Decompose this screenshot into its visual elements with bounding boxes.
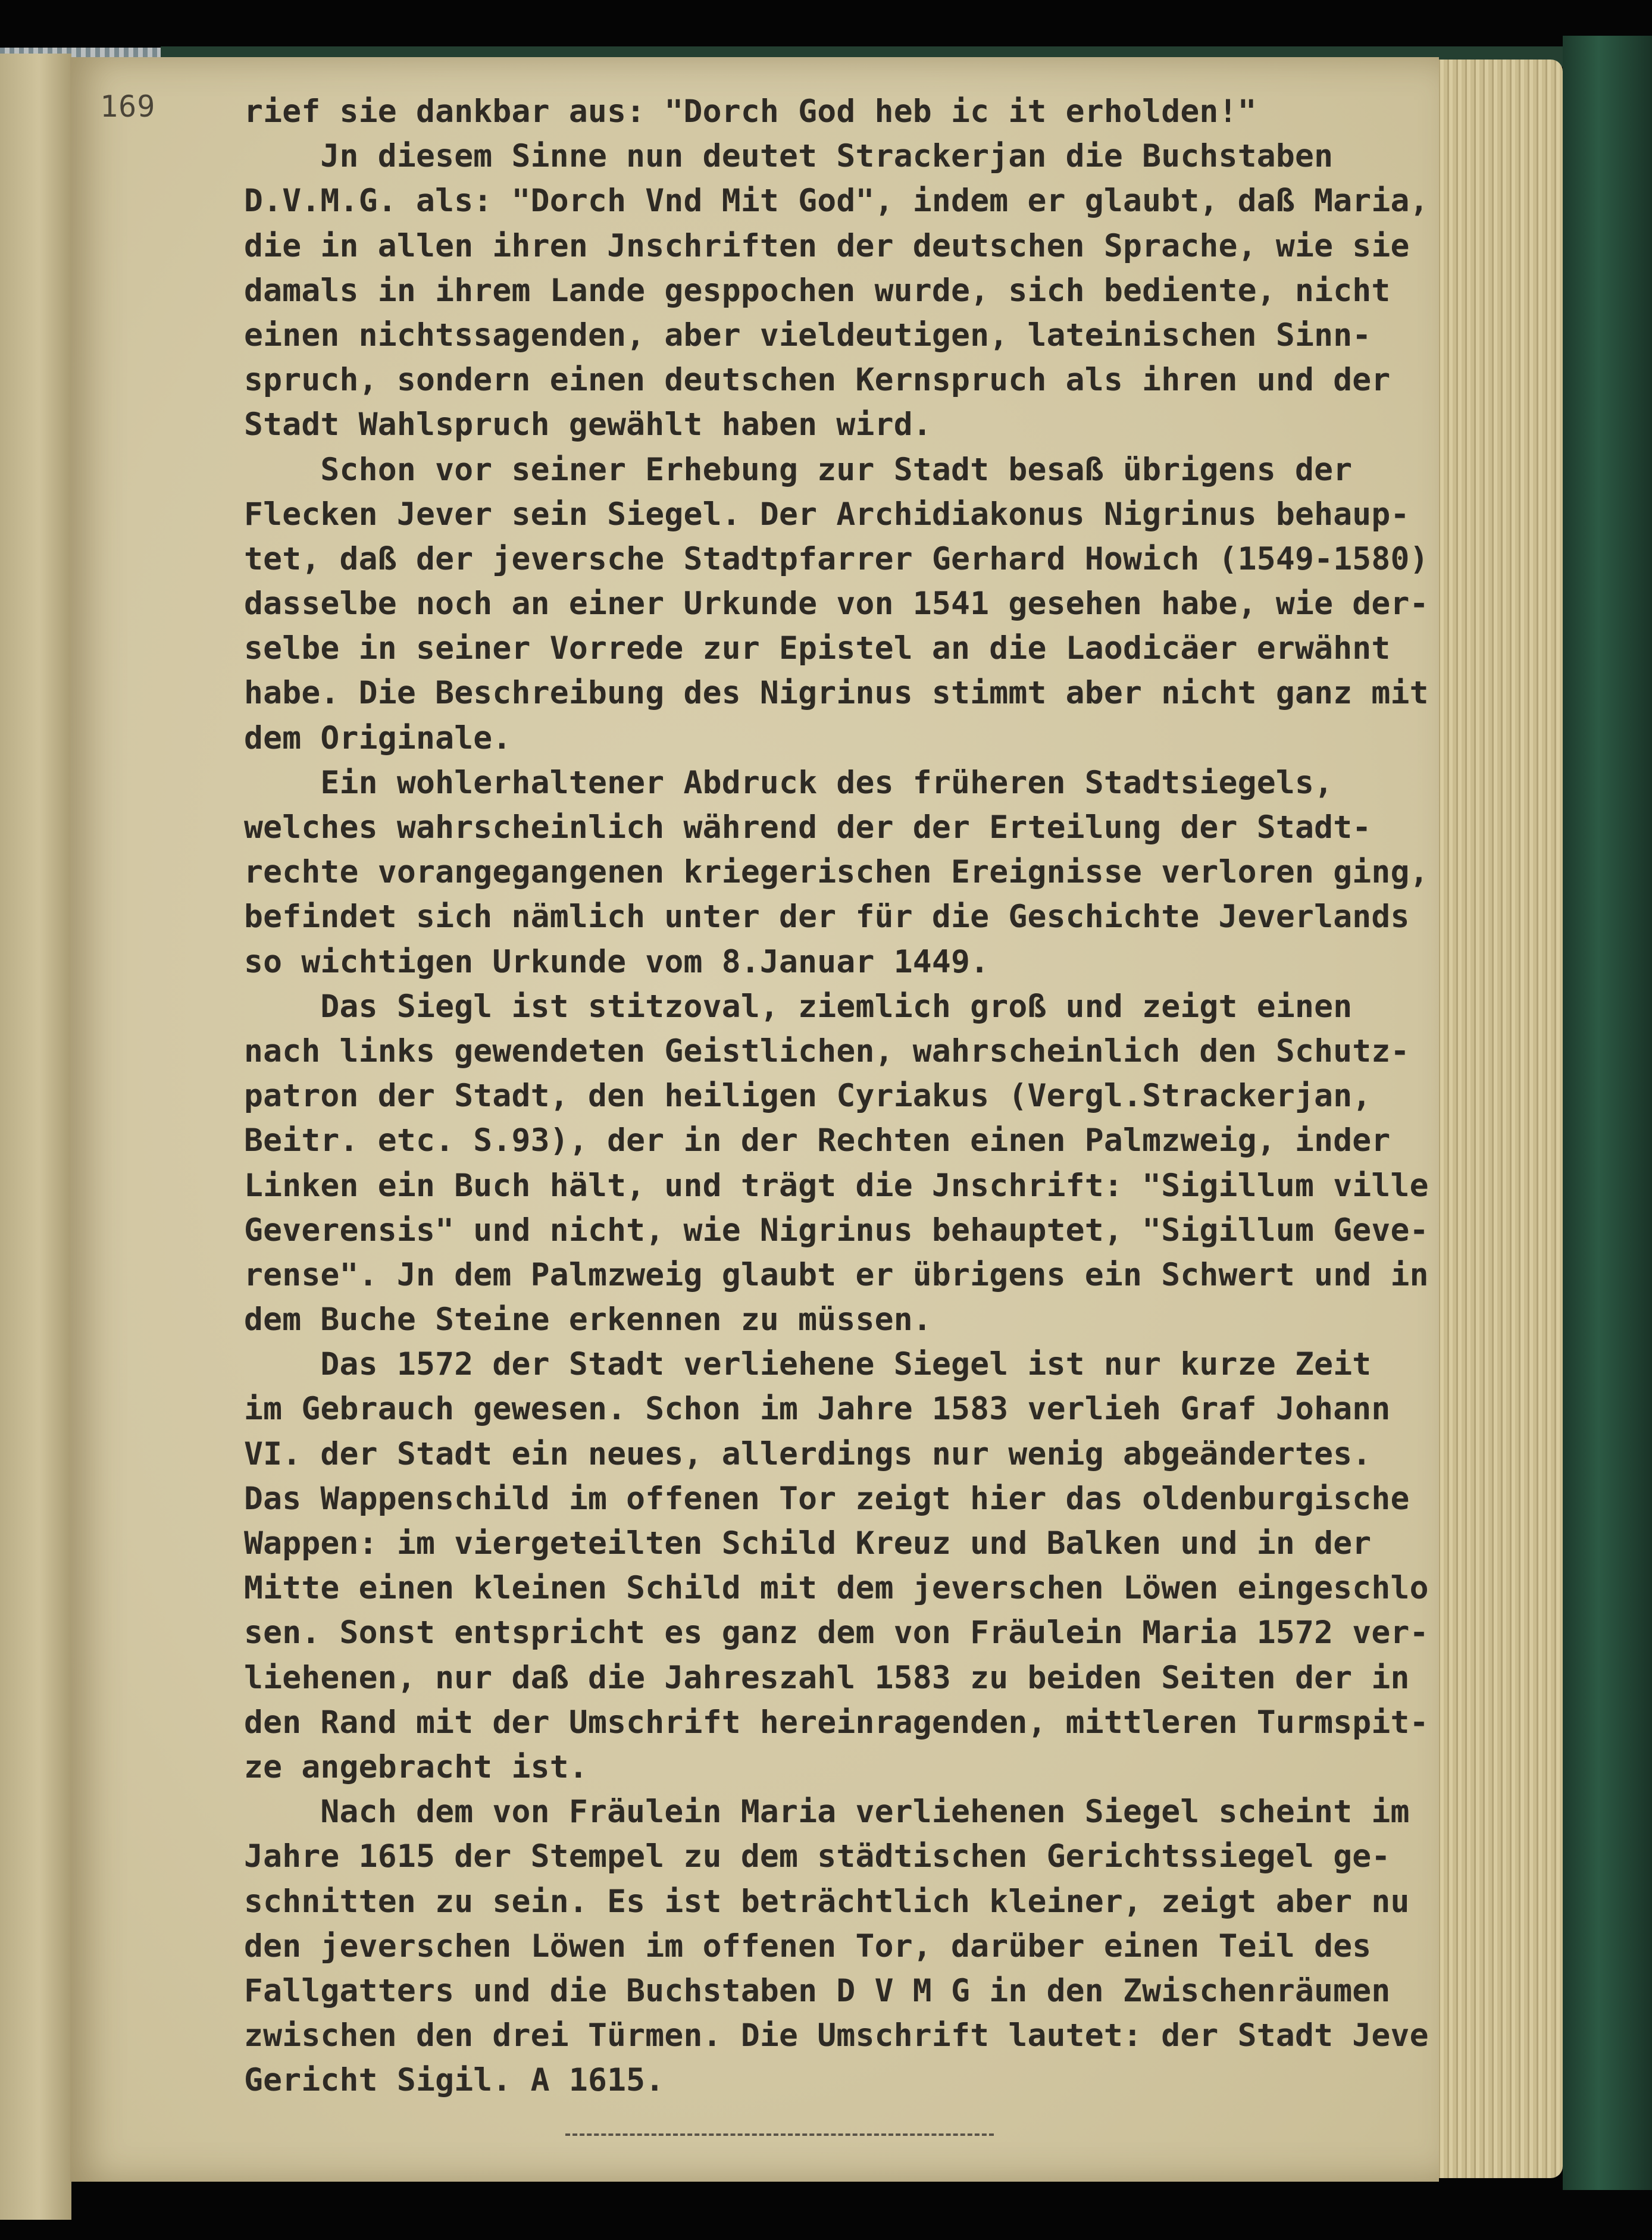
text-line: Ein wohlerhaltener Abdruck des früheren Stadtsiegels,	[244, 764, 1334, 801]
text-line: rechte vorangegangenen kriegerischen Ereignisse verloren ging,	[244, 854, 1429, 891]
text-line: patron der Stadt, den heiligen Cyriakus (Vergl.Strackerjan,	[244, 1078, 1372, 1115]
page-stack-edges	[1426, 60, 1563, 2178]
text-line: welches wahrscheinlich während der der Erteilung der Stadt-	[244, 809, 1372, 846]
text-line: so wichtigen Urkunde vom 8.Januar 1449.	[244, 943, 990, 980]
text-line: ze angebracht ist.	[244, 1748, 588, 1785]
text-line: Das Siegl ist stitzoval, ziemlich groß und zeigt einen	[244, 988, 1353, 1025]
text-line: Gericht Sigil. A 1615.	[244, 2062, 665, 2099]
text-line: befindet sich nämlich unter der für die Geschichte Jeverlands	[244, 899, 1410, 936]
text-line: tet, daß der jeversche Stadtpfarrer Gerhard Howich (1549-1580)	[244, 540, 1429, 577]
text-line: im Gebrauch gewesen. Schon im Jahre 1583 verlieh Graf Johann	[244, 1391, 1391, 1428]
text-line: die in allen ihren Jnschriften der deutschen Sprache, wie sie	[244, 227, 1410, 264]
text-line: spruch, sondern einen deutschen Kernspruch als ihren und der	[244, 362, 1391, 399]
text-line: dem Originale.	[244, 719, 512, 756]
text-line: habe. Die Beschreibung des Nigrinus stimmt aber nicht ganz mit	[244, 675, 1429, 712]
text-line: liehenen, nur daß die Jahreszahl 1583 zu beiden Seiten der in	[244, 1659, 1410, 1696]
text-line: Stadt Wahlspruch gewählt haben wird.	[244, 406, 932, 443]
text-line: Das 1572 der Stadt verliehene Siegel ist nur kurze Zeit	[244, 1346, 1372, 1383]
text-line: schnitten zu sein. Es ist beträchtlich kleiner, zeigt aber nu	[244, 1883, 1410, 1920]
text-line: Jn diesem Sinne nun deutet Strackerjan die Buchstaben	[244, 138, 1334, 175]
text-line: Schon vor seiner Erhebung zur Stadt besaß übrigens der	[244, 451, 1353, 488]
text-line: Linken ein Buch hält, und trägt die Jnschrift: "Sigillum ville	[244, 1167, 1429, 1204]
text-line: Mitte einen kleinen Schild mit dem jeverschen Löwen eingeschlo	[244, 1570, 1429, 1607]
text-line: Geverensis" und nicht, wie Nigrinus behauptet, "Sigillum Geve-	[244, 1212, 1429, 1249]
text-line: nach links gewendeten Geistlichen, wahrscheinlich den Schutz-	[244, 1033, 1410, 1069]
text-line: D.V.M.G. als: "Dorch Vnd Mit God", indem er glaubt, daß Maria,	[244, 183, 1429, 220]
text-line: Fallgatters und die Buchstaben D V M G in den Zwischenräumen	[244, 1972, 1391, 2009]
text-line: Jahre 1615 der Stempel zu dem städtischen Gerichtssiegel ge-	[244, 1838, 1391, 1875]
text-line: rense". Jn dem Palmzweig glaubt er übrigens ein Schwert und in	[244, 1256, 1429, 1293]
text-line: damals in ihrem Lande gesppochen wurde, sich bediente, nicht	[244, 272, 1391, 309]
text-line: den jeverschen Löwen im offenen Tor, darüber einen Teil des	[244, 1928, 1372, 1964]
book-cover	[1563, 36, 1652, 2190]
dashed-separator	[565, 2133, 994, 2136]
text-line: zwischen den drei Türmen. Die Umschrift lautet: der Stadt Jeve	[244, 2017, 1429, 2054]
text-line: Nach dem von Fräulein Maria verliehenen Siegel scheint im	[244, 1794, 1410, 1831]
text-line: einen nichtssagenden, aber vieldeutigen, lateinischen Sinn-	[244, 317, 1372, 353]
text-line: selbe in seiner Vorrede zur Epistel an die Laodicäer erwähnt	[244, 630, 1391, 667]
text-line: VI. der Stadt ein neues, allerdings nur wenig abgeändertes.	[244, 1435, 1372, 1472]
text-line: Wappen: im viergeteilten Schild Kreuz und Balken und in der	[244, 1525, 1372, 1562]
text-line: rief sie dankbar aus: "Dorch God heb ic it erholden!"	[244, 93, 1257, 130]
facing-page-edge	[0, 54, 71, 2220]
text-line: Beitr. etc. S.93), der in der Rechten einen Palmzweig, inder	[244, 1122, 1391, 1159]
page-number: 169	[100, 89, 156, 124]
typed-text-block	[244, 89, 1434, 2103]
text-line: Flecken Jever sein Siegel. Der Archidiakonus Nigrinus behaup-	[244, 496, 1410, 533]
text-line: Das Wappenschild im offenen Tor zeigt hier das oldenburgische	[244, 1480, 1410, 1517]
text-line: dem Buche Steine erkennen zu müssen.	[244, 1302, 932, 1338]
text-line: sen. Sonst entspricht es ganz dem von Fräulein Maria 1572 ver-	[244, 1615, 1429, 1651]
text-line: dasselbe noch an einer Urkunde von 1541 gesehen habe, wie der-	[244, 586, 1429, 622]
text-line: den Rand mit der Umschrift hereinragenden, mittleren Turmspit-	[244, 1704, 1429, 1741]
